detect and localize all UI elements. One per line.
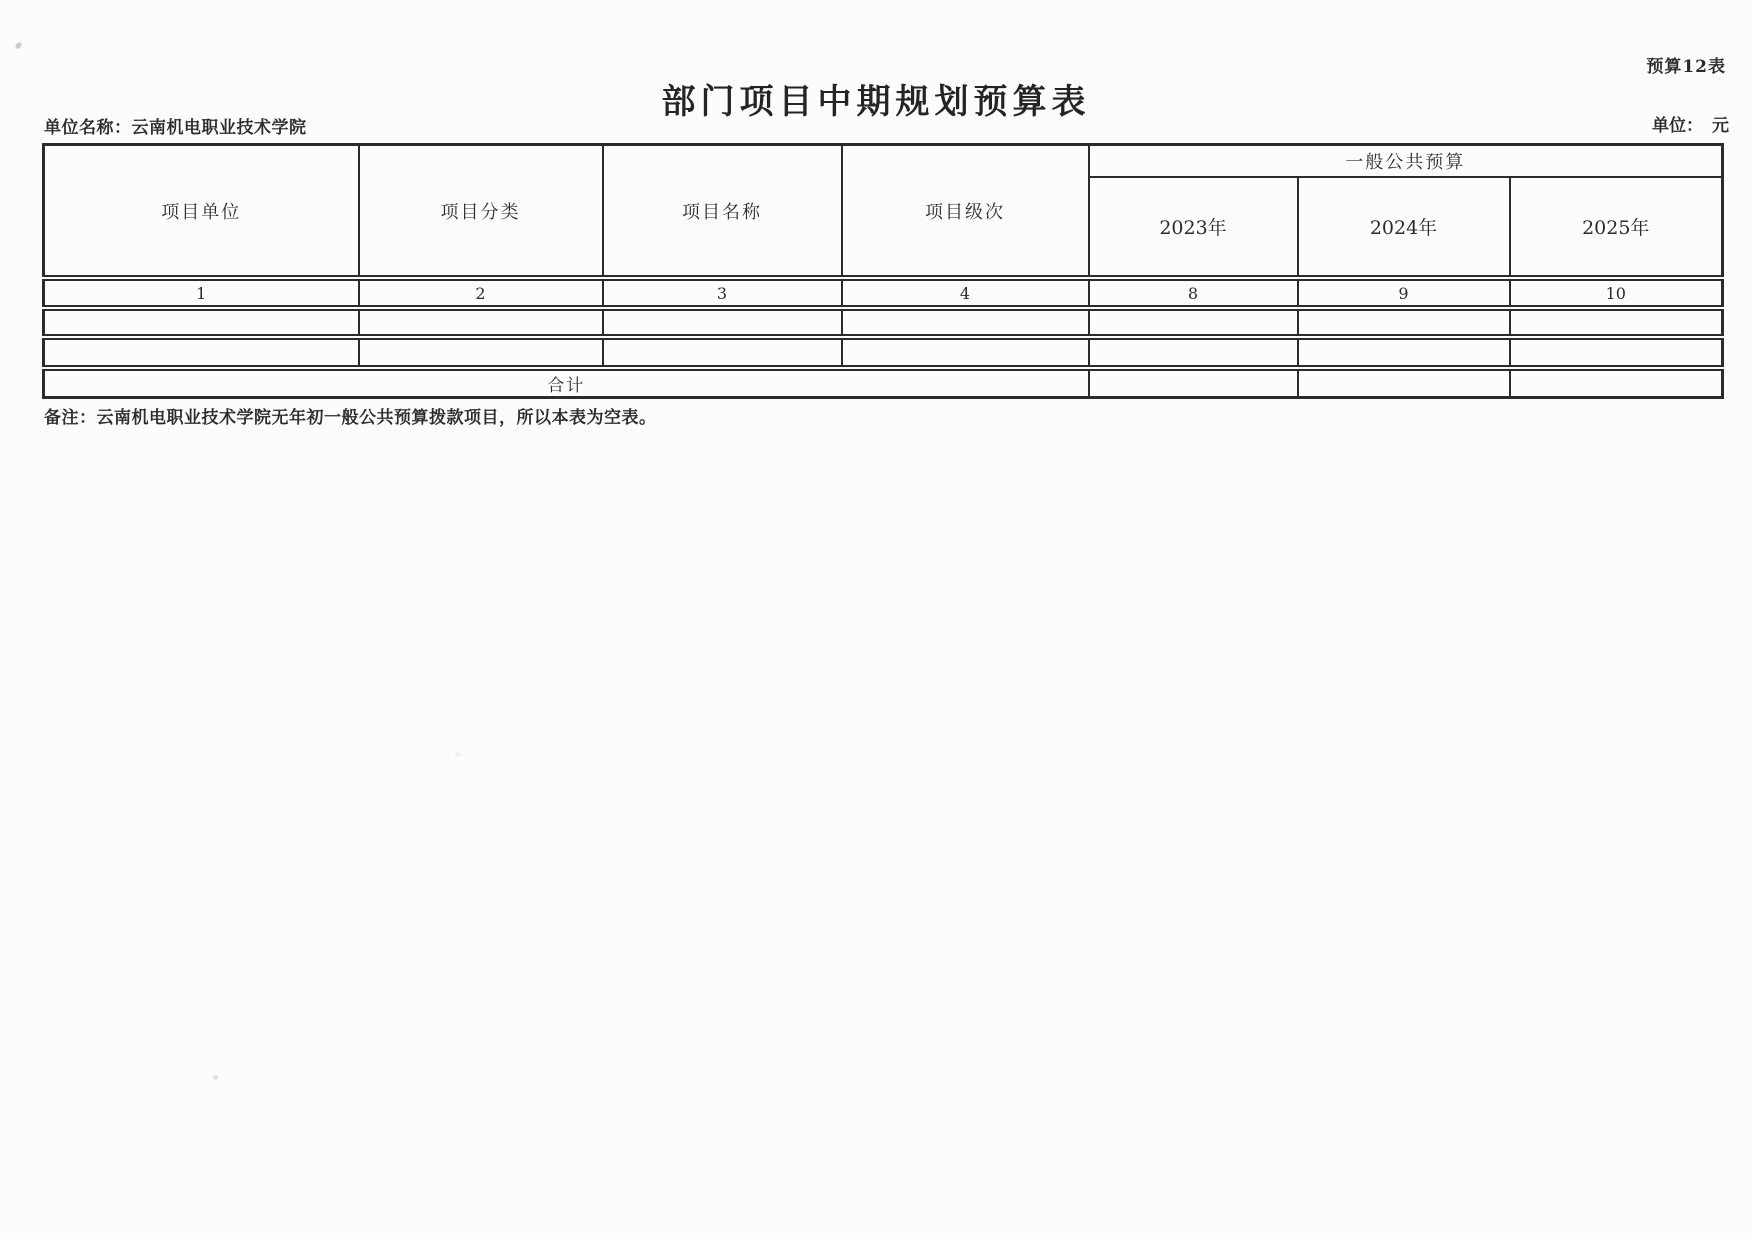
col-header-project-unit: 项目单位 (44, 145, 359, 279)
form-number-label: 预算12表 (1646, 57, 1726, 77)
group-header-general-public-budget: 一般公共预算 (1089, 145, 1723, 178)
table-cell (1510, 308, 1723, 337)
column-number-cell: 2 (359, 278, 603, 308)
header-band-row (44, 145, 1723, 178)
col-header-project-name: 项目名称 (603, 145, 842, 279)
budget-table (42, 143, 1724, 399)
column-number-cell: 3 (603, 278, 842, 308)
table-cell (842, 337, 1089, 368)
column-number-cell: 10 (1510, 278, 1723, 308)
column-number-row (44, 278, 1723, 308)
scan-speck (455, 752, 461, 757)
table-row (44, 308, 1723, 337)
scan-speck (15, 41, 23, 50)
table-cell (603, 337, 842, 368)
col-header-project-level: 项目级次 (842, 145, 1089, 279)
table-cell (44, 308, 359, 337)
unit-name-label: 单位名称： (44, 118, 132, 138)
currency-unit-line (1652, 111, 1729, 136)
table-cell (603, 308, 842, 337)
column-number-cell: 1 (44, 278, 359, 308)
table-cell (1298, 308, 1510, 337)
column-number-cell: 4 (842, 278, 1089, 308)
total-value-cell (1298, 368, 1510, 398)
unit-name-value: 云南机电职业技术学院 (131, 118, 307, 138)
table-cell (359, 337, 603, 368)
scan-speck (213, 1075, 218, 1080)
year-header-2025: 2025年 (1510, 177, 1723, 278)
page-title: 部门项目中期规划预算表 (661, 82, 1091, 122)
table-cell (1298, 337, 1510, 368)
total-row (44, 368, 1723, 398)
total-value-cell (1089, 368, 1298, 398)
column-number-cell: 9 (1298, 278, 1510, 308)
table-cell (1089, 308, 1298, 337)
unit-name-line (44, 113, 307, 138)
currency-unit-label: 单位： (1652, 116, 1703, 136)
column-number-cell: 8 (1089, 278, 1298, 308)
table-cell (1089, 337, 1298, 368)
table-cell (842, 308, 1089, 337)
col-header-project-category: 项目分类 (359, 145, 603, 279)
table-row (44, 337, 1723, 368)
total-value-cell (1510, 368, 1723, 398)
currency-unit-value: 元 (1712, 116, 1729, 136)
year-header-2024: 2024年 (1298, 177, 1510, 278)
note-text: 备注：云南机电职业技术学院无年初一般公共预算拨款项目，所以本表为空表。 (44, 408, 657, 428)
table-cell (1510, 337, 1723, 368)
year-header-2023: 2023年 (1089, 177, 1298, 278)
table-cell (44, 337, 359, 368)
table-cell (359, 308, 603, 337)
total-label-cell: 合计 (44, 368, 1089, 398)
